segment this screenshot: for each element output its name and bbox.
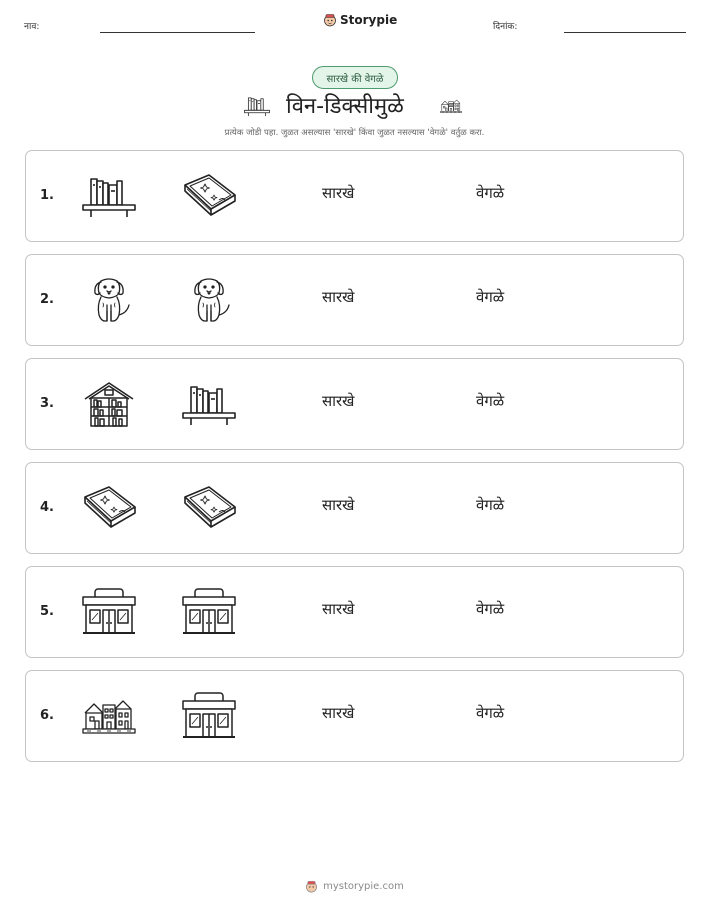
question-row [25,254,684,346]
library-icon [81,379,137,429]
name-line[interactable] [100,32,255,33]
option-same[interactable]: सारखे [322,704,355,722]
store-icon [81,587,137,637]
option-same[interactable]: सारखे [322,184,355,202]
book-icon [181,483,237,533]
question-row [25,150,684,242]
option-different[interactable]: वेगळे [476,184,505,202]
bookshelf-icon [181,379,237,429]
footer-url: mystorypie.com [323,881,404,892]
worksheet-header [0,0,709,50]
brand-name: Storypie [340,13,398,27]
store-icon [181,691,237,741]
option-same[interactable]: सारखे [322,288,355,306]
option-same[interactable]: सारखे [322,392,355,410]
question-row [25,670,684,762]
storypie-mascot-icon [305,880,318,893]
bookshelf-icon [243,94,271,118]
book-icon [181,171,237,221]
question-row [25,462,684,554]
name-label: नाव: [24,22,40,32]
option-different[interactable]: वेगळे [476,288,505,306]
brand-logo [323,13,397,27]
option-different[interactable]: वेगळे [476,704,505,722]
dog-icon [181,275,237,325]
question-number: 4. [40,500,54,515]
date-label: दिनांक: [493,22,518,32]
option-different[interactable]: वेगळे [476,600,505,618]
storypie-mascot-icon [323,13,337,27]
question-number: 5. [40,604,54,619]
bookshelf-icon [81,171,137,221]
town-icon [81,691,137,741]
question-row [25,566,684,658]
option-same[interactable]: सारखे [322,600,355,618]
instructions: प्रत्येक जोडी पहा. जुळत असल्यास 'सारखे' किंवा जुळत नसल्यास 'वेगळे' वर्तुळ करा. [224,128,485,138]
question-row [25,358,684,450]
page-title: विन-डिक्सीमुळे [286,94,404,119]
town-icon [437,96,465,116]
question-number: 1. [40,188,54,203]
date-line[interactable] [564,32,686,33]
worksheet-type-tag: सारखे की वेगळे [312,66,398,89]
question-number: 3. [40,396,54,411]
question-number: 6. [40,708,54,723]
option-different[interactable]: वेगळे [476,496,505,514]
option-different[interactable]: वेगळे [476,392,505,410]
option-same[interactable]: सारखे [322,496,355,514]
footer [0,880,709,893]
title-row [0,90,709,122]
store-icon [181,587,237,637]
book-icon [81,483,137,533]
question-number: 2. [40,292,54,307]
dog-icon [81,275,137,325]
